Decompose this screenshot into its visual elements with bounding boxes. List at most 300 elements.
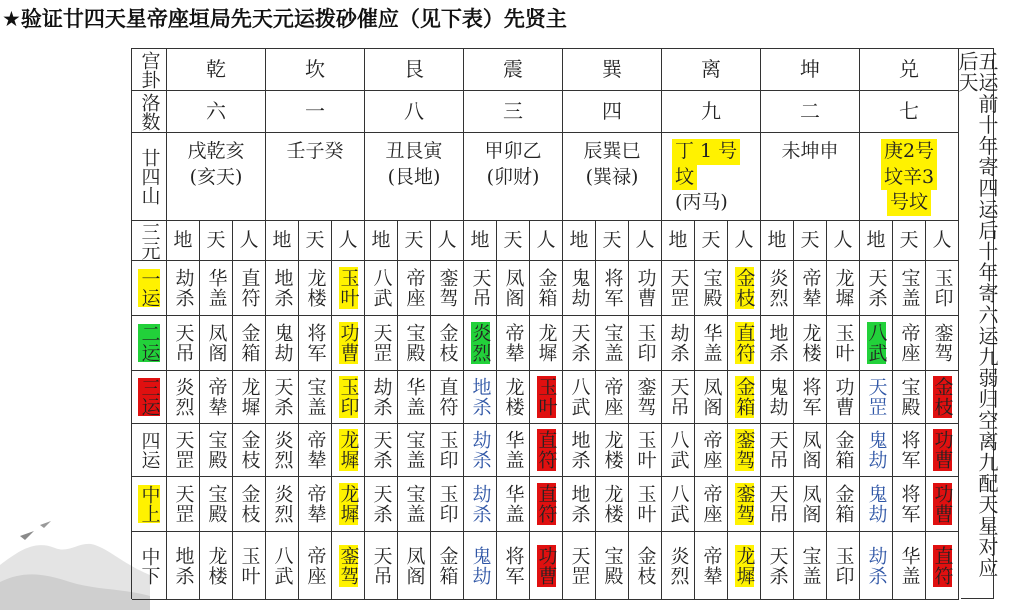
star-name: 銮驾 <box>733 484 756 524</box>
star-name: 宝殿 <box>898 377 921 417</box>
star-name: 华盖 <box>403 377 426 417</box>
side-note <box>955 48 999 599</box>
sanyuan-header: 地 <box>662 221 695 261</box>
mountain-line: (巽禄) <box>585 165 639 188</box>
star-name: 玉印 <box>436 430 459 470</box>
star-cell <box>431 261 464 316</box>
star-name: 地杀 <box>469 377 492 417</box>
star-name: 八武 <box>667 484 690 524</box>
yun-row-label-text: 中上 <box>138 485 161 523</box>
mountain-line: 甲卯乙 <box>484 140 542 162</box>
star-cell <box>299 316 332 371</box>
luo-number: 四 <box>563 91 662 133</box>
star-cell <box>695 261 728 316</box>
star-cell <box>893 532 926 600</box>
yun-row-label <box>132 424 167 477</box>
star-name: 鬼劫 <box>865 430 888 470</box>
star-cell <box>926 371 959 424</box>
star-cell <box>563 316 596 371</box>
star-name: 凤阁 <box>502 268 525 308</box>
star-name: 金枝 <box>238 484 261 524</box>
row-label-mountains <box>132 133 167 221</box>
star-cell <box>926 424 959 477</box>
luo-number: 九 <box>662 91 761 133</box>
star-cell <box>398 316 431 371</box>
star-name: 功曹 <box>832 377 855 417</box>
star-name: 龙墀 <box>733 545 756 586</box>
trigram-header: 乾 <box>167 49 266 91</box>
mountain-line: (丙马) <box>675 191 728 214</box>
star-name: 功曹 <box>337 323 360 363</box>
mountain-line: 号坟 <box>887 190 931 216</box>
star-cell <box>332 316 365 371</box>
star-name: 天罡 <box>865 377 888 417</box>
star-name: 劫杀 <box>865 545 888 586</box>
star-name: 将军 <box>304 323 327 363</box>
star-name: 华盖 <box>502 430 525 470</box>
sanyuan-header: 天 <box>893 221 926 261</box>
star-cell <box>596 371 629 424</box>
luo-number: 三 <box>464 91 563 133</box>
star-cell <box>398 261 431 316</box>
star-name: 宝殿 <box>205 430 228 470</box>
star-cell <box>827 477 860 532</box>
star-cell <box>662 371 695 424</box>
star-name: 凤阁 <box>799 430 822 470</box>
star-name: 金枝 <box>733 268 756 308</box>
star-cell <box>365 532 398 600</box>
star-name: 宝盖 <box>601 323 624 363</box>
star-name: 天罡 <box>667 268 690 308</box>
star-cell <box>629 371 662 424</box>
star-name: 天罡 <box>172 484 195 524</box>
yun-row-label-text: 一运 <box>138 269 161 307</box>
luo-number: 二 <box>761 91 860 133</box>
star-cell <box>662 316 695 371</box>
star-name: 劫杀 <box>172 268 195 308</box>
luo-number: 七 <box>860 91 959 133</box>
star-cell <box>299 371 332 424</box>
star-name: 炎烈 <box>766 268 789 308</box>
star-cell <box>695 316 728 371</box>
star-name: 帝辇 <box>304 484 327 524</box>
star-cell <box>167 371 200 424</box>
star-cell <box>794 477 827 532</box>
star-cell <box>167 532 200 600</box>
yun-row-label-text: 三运 <box>138 378 161 416</box>
star-cell <box>464 316 497 371</box>
star-name: 天吊 <box>766 430 789 470</box>
star-name: 宝盖 <box>898 268 921 308</box>
star-name: 地杀 <box>172 545 195 586</box>
star-cell <box>827 316 860 371</box>
star-name: 龙墀 <box>337 430 360 470</box>
star-name: 玉印 <box>832 545 855 586</box>
star-name: 宝盖 <box>403 430 426 470</box>
star-cell <box>497 316 530 371</box>
star-cell <box>695 371 728 424</box>
star-cell <box>497 371 530 424</box>
star-name: 金枝 <box>931 377 954 417</box>
star-name: 金枝 <box>436 323 459 363</box>
star-name: 凤阁 <box>205 323 228 363</box>
star-cell <box>827 371 860 424</box>
yun-row-label-text: 二运 <box>138 324 161 362</box>
star-name: 玉印 <box>337 377 360 417</box>
star-cell <box>299 477 332 532</box>
star-cell <box>563 371 596 424</box>
star-name: 八武 <box>568 377 591 417</box>
star-name: 鬼劫 <box>568 268 591 308</box>
star-name: 劫杀 <box>370 377 393 417</box>
star-cell <box>497 261 530 316</box>
star-name: 凤阁 <box>403 545 426 586</box>
sanyuan-header: 天 <box>398 221 431 261</box>
star-cell <box>629 261 662 316</box>
star-name: 劫杀 <box>469 430 492 470</box>
sanyuan-header: 天 <box>695 221 728 261</box>
yun-row-label <box>132 371 167 424</box>
star-cell <box>332 424 365 477</box>
sanyuan-header: 人 <box>926 221 959 261</box>
star-name: 帝辇 <box>700 545 723 586</box>
star-name: 炎烈 <box>271 430 294 470</box>
star-name: 宝盖 <box>799 545 822 586</box>
mountain-cell <box>365 133 464 221</box>
star-name: 龙墀 <box>337 484 360 524</box>
star-name: 地杀 <box>766 323 789 363</box>
sanyuan-header: 地 <box>563 221 596 261</box>
star-cell <box>827 261 860 316</box>
star-name: 地杀 <box>568 484 591 524</box>
star-cell <box>398 424 431 477</box>
star-name: 天杀 <box>766 545 789 586</box>
star-cell <box>431 371 464 424</box>
mountain-line: 辰巽巳 <box>583 140 641 162</box>
star-cell <box>761 316 794 371</box>
mountain-line: (艮地) <box>387 165 441 188</box>
star-cell <box>200 371 233 424</box>
star-cell <box>497 477 530 532</box>
sanyuan-header: 地 <box>167 221 200 261</box>
mountain-cell <box>563 133 662 221</box>
sanyuan-header: 地 <box>761 221 794 261</box>
star-cell <box>233 371 266 424</box>
star-cell <box>398 371 431 424</box>
star-cell <box>530 477 563 532</box>
mountain-line: 坟辛3 <box>881 165 937 191</box>
luo-number: 八 <box>365 91 464 133</box>
mountain-line: (卯财) <box>486 165 540 188</box>
star-name: 直符 <box>931 545 954 586</box>
star-cell <box>233 261 266 316</box>
star-name: 龙墀 <box>535 323 558 363</box>
star-cell <box>728 477 761 532</box>
luo-number: 一 <box>266 91 365 133</box>
star-name: 龙楼 <box>601 484 624 524</box>
star-name: 天杀 <box>271 377 294 417</box>
star-name: 龙楼 <box>502 377 525 417</box>
star-cell <box>233 477 266 532</box>
star-name: 天罡 <box>172 430 195 470</box>
star-name: 炎烈 <box>667 545 690 586</box>
sanyuan-header: 人 <box>233 221 266 261</box>
star-name: 八武 <box>370 268 393 308</box>
star-cell <box>200 477 233 532</box>
sanyuan-header: 人 <box>728 221 761 261</box>
mountain-cell <box>167 133 266 221</box>
star-name: 金箱 <box>535 268 558 308</box>
star-cell <box>332 371 365 424</box>
star-cell <box>728 316 761 371</box>
star-cell <box>695 532 728 600</box>
yun-row-label-text: 中下 <box>138 546 161 585</box>
star-cell <box>893 316 926 371</box>
star-cell <box>563 424 596 477</box>
star-name: 天吊 <box>469 268 492 308</box>
sanyuan-header: 地 <box>365 221 398 261</box>
star-name: 金箱 <box>832 430 855 470</box>
star-name: 天罡 <box>370 323 393 363</box>
star-cell <box>695 477 728 532</box>
star-name: 直符 <box>535 430 558 470</box>
star-name: 宝殿 <box>205 484 228 524</box>
row-label-gua-text: 宫卦 <box>138 50 161 89</box>
star-name: 直符 <box>535 484 558 524</box>
sanyuan-header: 地 <box>266 221 299 261</box>
star-name: 劫杀 <box>469 484 492 524</box>
star-cell <box>761 477 794 532</box>
star-cell <box>695 424 728 477</box>
star-name: 天杀 <box>370 430 393 470</box>
yun-row-label-text: 四运 <box>138 431 161 469</box>
star-cell <box>167 477 200 532</box>
star-name: 玉叶 <box>832 323 855 363</box>
star-name: 帝座 <box>898 323 921 363</box>
star-cell <box>266 532 299 600</box>
star-cell <box>860 532 893 600</box>
star-cell <box>200 261 233 316</box>
star-name: 金箱 <box>238 323 261 363</box>
star-cell <box>233 424 266 477</box>
star-name: 宝盖 <box>403 484 426 524</box>
star-cell <box>431 532 464 600</box>
star-name: 宝殿 <box>403 323 426 363</box>
star-name: 将军 <box>799 377 822 417</box>
star-cell <box>299 261 332 316</box>
star-name: 帝辇 <box>304 430 327 470</box>
star-name: 地杀 <box>568 430 591 470</box>
star-name: 金箱 <box>832 484 855 524</box>
star-cell <box>893 371 926 424</box>
trigram-header: 坎 <box>266 49 365 91</box>
sanyuan-header: 人 <box>530 221 563 261</box>
mountain-line: 庚2号 <box>881 139 937 165</box>
star-name: 龙墀 <box>238 377 261 417</box>
star-cell <box>464 261 497 316</box>
star-cell <box>266 261 299 316</box>
star-name: 天杀 <box>370 484 393 524</box>
star-cell <box>728 371 761 424</box>
star-name: 帝座 <box>403 268 426 308</box>
star-name: 八武 <box>271 545 294 586</box>
star-cell <box>530 371 563 424</box>
star-name: 金枝 <box>634 545 657 586</box>
star-cell <box>266 424 299 477</box>
star-name: 地杀 <box>271 268 294 308</box>
star-cell <box>596 477 629 532</box>
row-label-luo-text: 洛数 <box>138 92 161 131</box>
star-cell <box>893 477 926 532</box>
yun-row-label <box>132 532 167 600</box>
star-cell <box>596 261 629 316</box>
star-name: 銮驾 <box>436 268 459 308</box>
trigram-header: 坤 <box>761 49 860 91</box>
stars-table <box>131 48 961 599</box>
sanyuan-header: 天 <box>794 221 827 261</box>
star-name: 凤阁 <box>799 484 822 524</box>
star-cell <box>926 477 959 532</box>
star-name: 华盖 <box>700 323 723 363</box>
star-name: 龙楼 <box>601 430 624 470</box>
mountain-line: 丑艮寅 <box>385 140 443 162</box>
star-cell <box>464 477 497 532</box>
star-cell <box>200 316 233 371</box>
star-cell <box>398 477 431 532</box>
star-name: 玉叶 <box>634 484 657 524</box>
star-cell <box>431 477 464 532</box>
sanyuan-header: 人 <box>332 221 365 261</box>
star-name: 八武 <box>865 323 888 363</box>
star-cell <box>167 424 200 477</box>
star-cell <box>596 316 629 371</box>
yun-row-label <box>132 477 167 532</box>
row-label-gua <box>132 49 167 91</box>
star-cell <box>563 532 596 600</box>
star-name: 龙楼 <box>799 323 822 363</box>
star-cell <box>332 261 365 316</box>
star-name: 直符 <box>436 377 459 417</box>
mountain-cell <box>266 133 365 221</box>
star-cell <box>728 261 761 316</box>
page-title: ★验证廿四天星帝座垣局先天元运拨砂催应（见下表）先贤主 <box>2 7 567 31</box>
star-name: 帝辇 <box>502 323 525 363</box>
trigram-header: 兑 <box>860 49 959 91</box>
row-label-mountains-text: 廿四山 <box>138 148 161 205</box>
star-name: 帝座 <box>304 545 327 586</box>
star-cell <box>530 424 563 477</box>
star-cell <box>893 261 926 316</box>
star-name: 帝座 <box>700 430 723 470</box>
star-cell <box>497 532 530 600</box>
star-cell <box>794 532 827 600</box>
star-cell <box>662 477 695 532</box>
star-cell <box>332 532 365 600</box>
star-cell <box>893 424 926 477</box>
star-name: 劫杀 <box>667 323 690 363</box>
star-name: 直符 <box>733 323 756 363</box>
star-name: 功曹 <box>634 268 657 308</box>
star-cell <box>794 316 827 371</box>
star-name: 玉印 <box>436 484 459 524</box>
star-name: 华盖 <box>502 484 525 524</box>
star-name: 銮驾 <box>931 323 954 363</box>
star-name: 帝辇 <box>799 268 822 308</box>
mountain-line: 丁 1 号 <box>672 139 740 165</box>
star-cell <box>629 532 662 600</box>
star-name: 天吊 <box>667 377 690 417</box>
star-cell <box>860 261 893 316</box>
sanyuan-header: 天 <box>596 221 629 261</box>
star-cell <box>266 477 299 532</box>
star-cell <box>167 316 200 371</box>
star-name: 宝盖 <box>304 377 327 417</box>
star-name: 銮驾 <box>337 545 360 586</box>
star-cell <box>761 371 794 424</box>
star-name: 銮驾 <box>634 377 657 417</box>
star-name: 金枝 <box>238 430 261 470</box>
star-name: 华盖 <box>898 545 921 586</box>
mountain-line: 未坤申 <box>781 140 839 162</box>
star-cell <box>332 477 365 532</box>
star-cell <box>266 316 299 371</box>
sanyuan-header: 地 <box>464 221 497 261</box>
sanyuan-header: 天 <box>200 221 233 261</box>
star-name: 宝殿 <box>601 545 624 586</box>
star-cell <box>431 424 464 477</box>
star-name: 将军 <box>502 545 525 586</box>
star-cell <box>926 316 959 371</box>
mountain-line: 壬子癸 <box>286 140 344 162</box>
star-cell <box>200 424 233 477</box>
star-name: 功曹 <box>535 545 558 586</box>
star-name: 龙楼 <box>304 268 327 308</box>
star-cell <box>200 532 233 600</box>
star-cell <box>563 261 596 316</box>
star-cell <box>662 532 695 600</box>
star-cell <box>728 424 761 477</box>
star-cell <box>365 261 398 316</box>
sanyuan-header: 天 <box>497 221 530 261</box>
star-name: 玉印 <box>931 268 954 308</box>
star-cell <box>464 424 497 477</box>
mountain-line: 戌乾亥 <box>187 140 245 162</box>
mountain-cell <box>464 133 563 221</box>
star-cell <box>530 316 563 371</box>
star-name: 金箱 <box>436 545 459 586</box>
star-cell <box>761 532 794 600</box>
star-cell <box>233 316 266 371</box>
star-cell <box>926 261 959 316</box>
yun-row-label <box>132 261 167 316</box>
star-name: 玉叶 <box>535 377 558 417</box>
star-cell <box>794 261 827 316</box>
star-cell <box>299 424 332 477</box>
star-cell <box>464 532 497 600</box>
star-cell <box>398 532 431 600</box>
sanyuan-header: 人 <box>629 221 662 261</box>
star-name: 金箱 <box>733 377 756 417</box>
mountain-cell <box>662 133 761 221</box>
star-name: 鬼劫 <box>865 484 888 524</box>
star-cell <box>794 424 827 477</box>
star-cell <box>827 532 860 600</box>
trigram-header: 艮 <box>365 49 464 91</box>
star-name: 玉叶 <box>238 545 261 586</box>
star-cell <box>596 424 629 477</box>
star-name: 炎烈 <box>172 377 195 417</box>
star-name: 鬼劫 <box>271 323 294 363</box>
